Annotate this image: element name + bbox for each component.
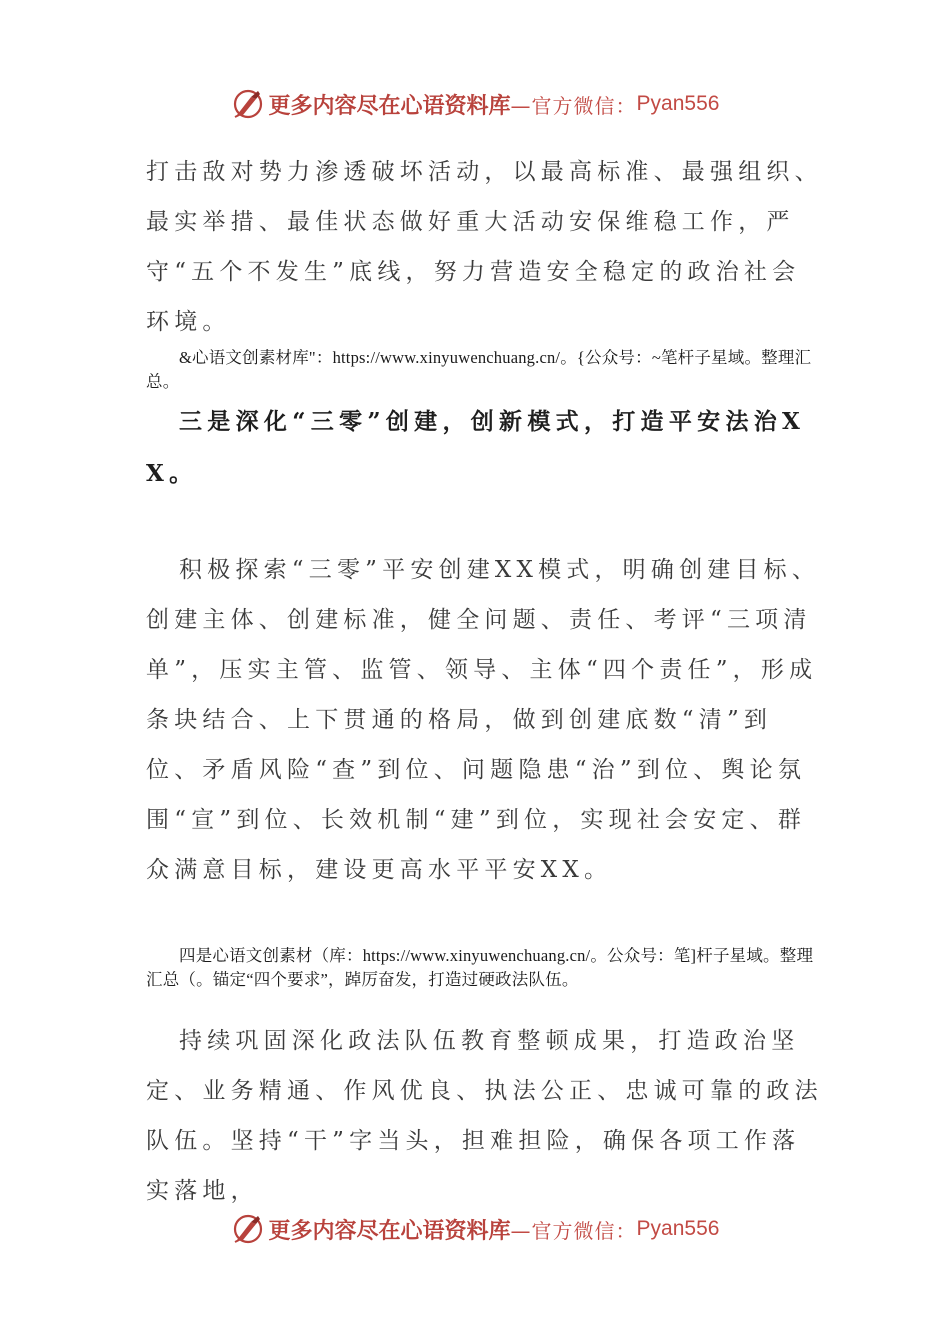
paragraph-2 <box>146 545 826 895</box>
banner-brand-text: 更多内容尽在心语资料库 <box>268 92 511 119</box>
heading-text: 三是深化“三零”创建，创新模式，打造平安法治XX。 <box>146 408 806 487</box>
banner-separator: —官方微信： <box>510 1218 637 1243</box>
banner-separator: —官方微信： <box>510 93 637 118</box>
watermark-note-2 <box>146 944 826 992</box>
note-text: 四是心语文创素材（库：https://www.xinyuwenchuang.cn/。公众号：笔]杆子星域。整理汇总（。锚定“四个要求”，踔厉奋发，打造过硬政法队伍。 <box>146 946 814 989</box>
banner-brand-text: 更多内容尽在心语资料库 <box>268 1217 511 1244</box>
note-text: &心语文创素材库"：https://www.xinyuwenchuang.cn/。{公众号：~笔杆子星域。整理汇总。 <box>146 348 812 391</box>
banner-wechat-id: Pyan556 <box>636 1217 720 1240</box>
header-banner <box>0 84 950 124</box>
body-text: 持续巩固深化政法队伍教育整顿成果，打造政治坚定、业务精通、作风优良、执法公正、忠诚可靠的政法队伍。坚持“干”字当头，担难担险，确保各项工作落实落地， <box>146 1028 823 1204</box>
banner-wechat-id: Pyan556 <box>636 92 720 115</box>
pen-nib-logo-icon <box>231 1212 265 1246</box>
watermark-note-1 <box>146 346 826 394</box>
footer-banner <box>0 1209 950 1249</box>
pen-nib-logo-icon <box>231 87 265 121</box>
section-heading-3 <box>146 396 826 500</box>
paragraph-3 <box>146 1016 826 1216</box>
body-text: 打击敌对势力渗透破坏活动，以最高标准、最强组织、最实举措、最佳状态做好重大活动安保维稳工作，严守“五个不发生”底线，努力营造安全稳定的政治社会环境。 <box>146 159 823 335</box>
body-text: 积极探索“三零”平安创建XX模式，明确创建目标、创建主体、创建标准，健全问题、责任、考评“三项清单”，压实主管、监管、领导、主体“四个责任”，形成条块结合、上下贯通的格局，做到创建底数“清”到位、矛盾风险“查”到位、问题隐患“治”到位、舆论氛围“宣”到位、长效机制“建”到位，实现社会安定、群众满意目标，建设更高水平平安XX。 <box>146 557 821 883</box>
paragraph-1 <box>146 147 826 347</box>
